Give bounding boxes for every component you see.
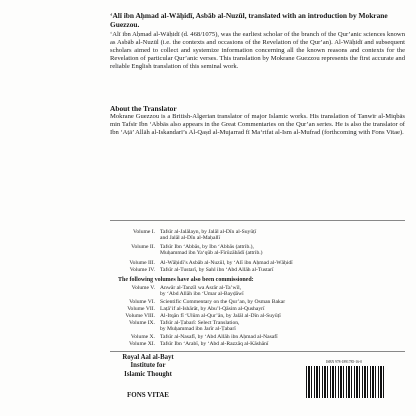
volume-title: Al-Wāḥidī’s Asbāb al-Nuzūl, by ‘Alī ibn Aḥmad al-Wāḥidī — [160, 260, 293, 266]
volume-title: Tafsīr al-Ṭabarī: Select Translation, by Muḥammad ibn Jarīr al-Ṭabarī — [160, 320, 240, 333]
volume-number: Volume XI. — [129, 341, 155, 347]
volume-number: Volume VI. — [129, 299, 155, 305]
series-divider-bottom — [110, 351, 405, 352]
imprint-name: FONS VITAE — [127, 391, 169, 399]
commissioned-heading: The following volumes have also been commissioned: — [118, 277, 254, 283]
volume-entry — [110, 285, 400, 297]
volume-entry — [110, 320, 400, 332]
volume-number: Volume IV. — [129, 267, 155, 273]
volume-entry — [110, 341, 400, 347]
volume-number: Volume III. — [129, 260, 155, 266]
volume-title: Scientific Commentary on the Qur’an, by Osman Bakar — [160, 299, 286, 305]
volume-title: Al-Itqān fī ‘Ulūm al-Qur’ān, by Jalāl al-Dīn al-Suyūṭī — [160, 313, 281, 319]
barcode-image — [306, 366, 384, 398]
volume-entry — [110, 244, 400, 256]
volume-entry — [110, 313, 400, 319]
volume-title: Anwār al-Tanzīl wa Asrār al-Ta’wīl, by ‘Abd Allāh ibn ‘Umar al-Bayḍāwī — [160, 285, 244, 298]
institute-line: Royal Aal al-Bayt — [122, 354, 174, 361]
volume-entry — [110, 334, 400, 340]
institute-line: Islamic Thought — [124, 370, 172, 378]
volume-title: Tafsīr al-Tustarī, by Sahl ibn ‘Abd Allāh al-Tustarī — [160, 267, 274, 273]
series-divider-top — [110, 220, 405, 221]
intro-paragraph: ‘Alī ibn Aḥmad al-Wāḥidī (d. 468/1075), was the earliest scholar of the branch of the Qur’anic sciences known as Asbāb al-Nuzūl (i.e. the contexts and occasions of the Revelation of the Qur’an). Al-Wāḥidī and subsequent scholars aimed to collect and systemize information concerning all the known reasons and contexts for the Revelation of particular Qur’anic verses. This translation by Mokrane Guezzou represents the first accurate and reliable English translation of this seminal work. — [110, 31, 405, 71]
volume-title: Laṭā’if al-Ishārāt, by Abu’l-Qāsim al-Qushayrī — [160, 306, 265, 312]
intro-heading: ‘Alī ibn Aḥmad al-Wāḥidī, Asbāb al-Nuzūl, translated with an introduction by Mokrane Guezzou. — [110, 11, 388, 29]
volume-entry — [110, 260, 400, 266]
publisher-institute — [103, 354, 193, 379]
volume-entry — [110, 267, 400, 273]
institute-line: Institute for — [130, 362, 166, 370]
volume-entry — [110, 306, 400, 312]
isbn-label: ISBN 978-1891785-16-0 — [325, 360, 363, 364]
volume-title: Tafsīr al-Jalālayn, by Jalāl al-Dīn al-Suyūṭī and Jalāl al-Dīn al-Maḥallī — [160, 229, 257, 242]
volume-number: Volume VII. — [127, 306, 155, 312]
volume-number: Volume VIII. — [125, 313, 155, 319]
translator-paragraph: Mokrane Guezzou is a British-Algerian translator of major Islamic works. His translation of Tanwīr al-Miqbās min Tafsīr Ibn ‘Abbās also appears in the Great Commentaries on the Qur’an series. He is also the translator of Ibn ‘Aṭā’ Allāh al-Iskandarī’s Al-Qaṣd al-Mujarrad fī Ma‘rifat al-Ism al-Mufrad (forthcoming with Fons Vitae). — [110, 113, 405, 137]
volume-title: Tafsīr al-Nasafī, by ‘Abd Allāh ibn Aḥmad al-Nasafī — [160, 334, 278, 340]
volume-number: Volume I. — [133, 229, 155, 235]
volume-number: Volume X. — [130, 334, 155, 340]
volume-number: Volume II. — [131, 244, 155, 250]
volume-number: Volume IX. — [129, 320, 155, 326]
volume-entry — [110, 299, 400, 305]
volume-title: Tafsīr Ibn ‘Arabī, by ‘Abd al-Razzāq al-Kāshānī — [160, 341, 269, 347]
volume-title: Tafsīr Ibn ‘Abbās, by Ibn ‘Abbās (attrib.), Muḥammad ibn Ya‘qūb al-Fīrūzābādī (attrib.) — [160, 244, 263, 257]
volume-entry — [110, 229, 400, 241]
volume-number: Volume V. — [131, 285, 155, 291]
translator-heading: About the Translator — [110, 104, 177, 113]
